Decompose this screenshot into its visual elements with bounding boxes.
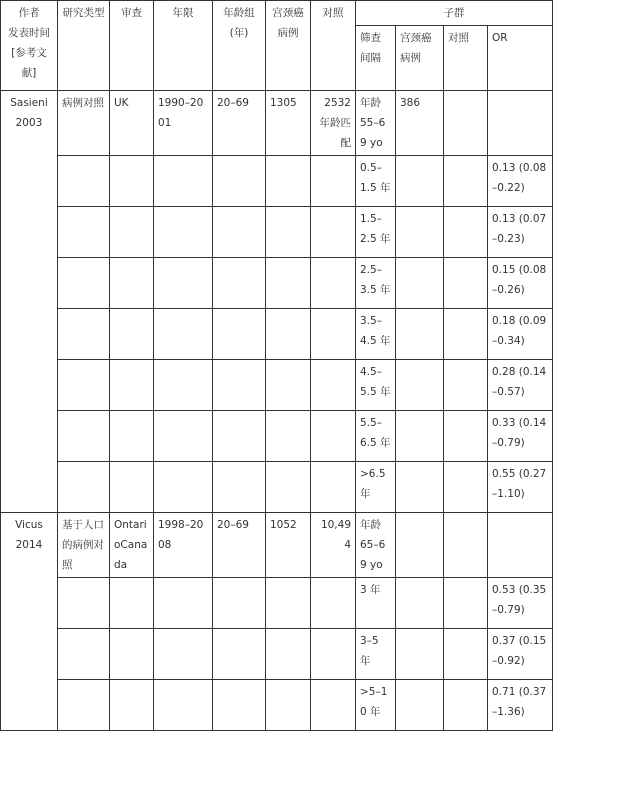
- interval-cell: 4.5–5.5 年: [356, 360, 396, 411]
- interval-cell: 年龄 55–69 yo: [356, 91, 396, 156]
- empty-cell: [311, 629, 356, 680]
- empty-cell: [154, 411, 213, 462]
- empty-cell: [266, 462, 311, 513]
- table-row: [1, 513, 553, 578]
- subgroup-controls-cell: [444, 309, 488, 360]
- table-row: [1, 680, 553, 731]
- header-controls: 对照: [311, 1, 356, 91]
- or-cell: [488, 513, 553, 578]
- empty-cell: [58, 680, 110, 731]
- empty-cell: [213, 462, 266, 513]
- empty-cell: [110, 411, 154, 462]
- interval-cell: 0.5–1.5 年: [356, 156, 396, 207]
- subgroup-cases-cell: [396, 309, 444, 360]
- or-cell: 0.37 (0.15–0.92): [488, 629, 553, 680]
- header-subgroup: 子群: [356, 1, 553, 26]
- empty-cell: [213, 207, 266, 258]
- header-author: 作者 发表时间 [参考文献]: [1, 1, 58, 91]
- empty-cell: [311, 207, 356, 258]
- subgroup-controls-cell: [444, 513, 488, 578]
- subgroup-cases-cell: [396, 360, 444, 411]
- empty-cell: [154, 629, 213, 680]
- subgroup-controls-cell: [444, 360, 488, 411]
- age-group-cell: 20–69: [213, 513, 266, 578]
- or-cell: 0.53 (0.35–0.79): [488, 578, 553, 629]
- empty-cell: [311, 258, 356, 309]
- author-cell: Sasieni 2003: [1, 91, 58, 513]
- empty-cell: [311, 309, 356, 360]
- subgroup-cases-cell: [396, 578, 444, 629]
- subgroup-cases-cell: 386: [396, 91, 444, 156]
- empty-cell: [110, 258, 154, 309]
- subgroup-cases-cell: [396, 513, 444, 578]
- or-cell: 0.28 (0.14–0.57): [488, 360, 553, 411]
- subgroup-controls-cell: [444, 578, 488, 629]
- author-cell: Vicus 2014: [1, 513, 58, 731]
- empty-cell: [110, 360, 154, 411]
- empty-cell: [110, 680, 154, 731]
- empty-cell: [266, 578, 311, 629]
- years-cell: 1998–2008: [154, 513, 213, 578]
- empty-cell: [58, 258, 110, 309]
- or-cell: [488, 91, 553, 156]
- empty-cell: [213, 680, 266, 731]
- empty-cell: [110, 578, 154, 629]
- empty-cell: [154, 360, 213, 411]
- interval-cell: 2.5–3.5 年: [356, 258, 396, 309]
- subgroup-controls-cell: [444, 258, 488, 309]
- interval-cell: >6.5 年: [356, 462, 396, 513]
- empty-cell: [110, 309, 154, 360]
- empty-cell: [154, 207, 213, 258]
- empty-cell: [266, 309, 311, 360]
- header-sub-interval: 筛查间隔: [356, 26, 396, 91]
- interval-cell: 年龄 65–69 yo: [356, 513, 396, 578]
- subgroup-controls-cell: [444, 91, 488, 156]
- interval-cell: 1.5–2.5 年: [356, 207, 396, 258]
- table-row: [1, 309, 553, 360]
- header-screening: 审查: [110, 1, 154, 91]
- empty-cell: [311, 360, 356, 411]
- subgroup-controls-cell: [444, 156, 488, 207]
- subgroup-controls-cell: [444, 629, 488, 680]
- or-cell: 0.33 (0.14–0.79): [488, 411, 553, 462]
- or-cell: 0.13 (0.08–0.22): [488, 156, 553, 207]
- empty-cell: [110, 156, 154, 207]
- empty-cell: [311, 462, 356, 513]
- interval-cell: 5.5–6.5 年: [356, 411, 396, 462]
- empty-cell: [58, 462, 110, 513]
- empty-cell: [58, 360, 110, 411]
- empty-cell: [110, 462, 154, 513]
- empty-cell: [213, 309, 266, 360]
- table-row: [1, 629, 553, 680]
- header-years: 年限: [154, 1, 213, 91]
- table-row: [1, 411, 553, 462]
- empty-cell: [110, 207, 154, 258]
- subgroup-cases-cell: [396, 680, 444, 731]
- empty-cell: [311, 680, 356, 731]
- or-cell: 0.55 (0.27–1.10): [488, 462, 553, 513]
- header-age-group: 年龄组 (年): [213, 1, 266, 91]
- interval-cell: >5–10 年: [356, 680, 396, 731]
- table-row: [1, 360, 553, 411]
- controls-cell: 2532 年龄匹配: [311, 91, 356, 156]
- empty-cell: [213, 578, 266, 629]
- study-type-cell: 基于人口的病例对照: [58, 513, 110, 578]
- subgroup-cases-cell: [396, 629, 444, 680]
- empty-cell: [266, 360, 311, 411]
- subgroup-cases-cell: [396, 462, 444, 513]
- empty-cell: [213, 360, 266, 411]
- header-cases: 宫颈癌病例: [266, 1, 311, 91]
- empty-cell: [266, 156, 311, 207]
- empty-cell: [266, 258, 311, 309]
- or-cell: 0.71 (0.37–1.36): [488, 680, 553, 731]
- empty-cell: [266, 680, 311, 731]
- subgroup-cases-cell: [396, 411, 444, 462]
- interval-cell: 3–5 年: [356, 629, 396, 680]
- empty-cell: [154, 258, 213, 309]
- empty-cell: [154, 156, 213, 207]
- empty-cell: [266, 411, 311, 462]
- empty-cell: [266, 207, 311, 258]
- empty-cell: [58, 411, 110, 462]
- empty-cell: [58, 309, 110, 360]
- header-sub-controls: 对照: [444, 26, 488, 91]
- empty-cell: [213, 156, 266, 207]
- controls-cell: 10,494: [311, 513, 356, 578]
- screening-cell: OntarioCanada: [110, 513, 154, 578]
- empty-cell: [311, 156, 356, 207]
- or-cell: 0.18 (0.09–0.34): [488, 309, 553, 360]
- empty-cell: [154, 578, 213, 629]
- interval-cell: 3 年: [356, 578, 396, 629]
- empty-cell: [58, 207, 110, 258]
- or-cell: 0.13 (0.07–0.23): [488, 207, 553, 258]
- empty-cell: [311, 411, 356, 462]
- table-row: [1, 578, 553, 629]
- age-group-cell: 20–69: [213, 91, 266, 156]
- empty-cell: [58, 578, 110, 629]
- or-cell: 0.15 (0.08–0.26): [488, 258, 553, 309]
- empty-cell: [213, 629, 266, 680]
- subgroup-cases-cell: [396, 207, 444, 258]
- empty-cell: [266, 629, 311, 680]
- empty-cell: [154, 680, 213, 731]
- empty-cell: [213, 258, 266, 309]
- empty-cell: [58, 629, 110, 680]
- screening-cell: UK: [110, 91, 154, 156]
- subgroup-cases-cell: [396, 156, 444, 207]
- empty-cell: [58, 156, 110, 207]
- header-sub-or: OR: [488, 26, 553, 91]
- table-body: [1, 1, 553, 731]
- header-study-type: 研究类型: [58, 1, 110, 91]
- empty-cell: [110, 629, 154, 680]
- cases-cell: 1305: [266, 91, 311, 156]
- interval-cell: 3.5–4.5 年: [356, 309, 396, 360]
- empty-cell: [213, 411, 266, 462]
- subgroup-controls-cell: [444, 462, 488, 513]
- cases-cell: 1052: [266, 513, 311, 578]
- study-type-cell: 病例对照: [58, 91, 110, 156]
- table-row: [1, 258, 553, 309]
- empty-cell: [154, 309, 213, 360]
- table-row: [1, 462, 553, 513]
- subgroup-cases-cell: [396, 258, 444, 309]
- table-row: [1, 207, 553, 258]
- table-row: [1, 91, 553, 156]
- header-sub-cases: 宫颈癌病例: [396, 26, 444, 91]
- subgroup-controls-cell: [444, 207, 488, 258]
- header-row: [1, 1, 553, 26]
- empty-cell: [311, 578, 356, 629]
- subgroup-controls-cell: [444, 411, 488, 462]
- subgroup-controls-cell: [444, 680, 488, 731]
- table-row: [1, 156, 553, 207]
- empty-cell: [154, 462, 213, 513]
- years-cell: 1990–2001: [154, 91, 213, 156]
